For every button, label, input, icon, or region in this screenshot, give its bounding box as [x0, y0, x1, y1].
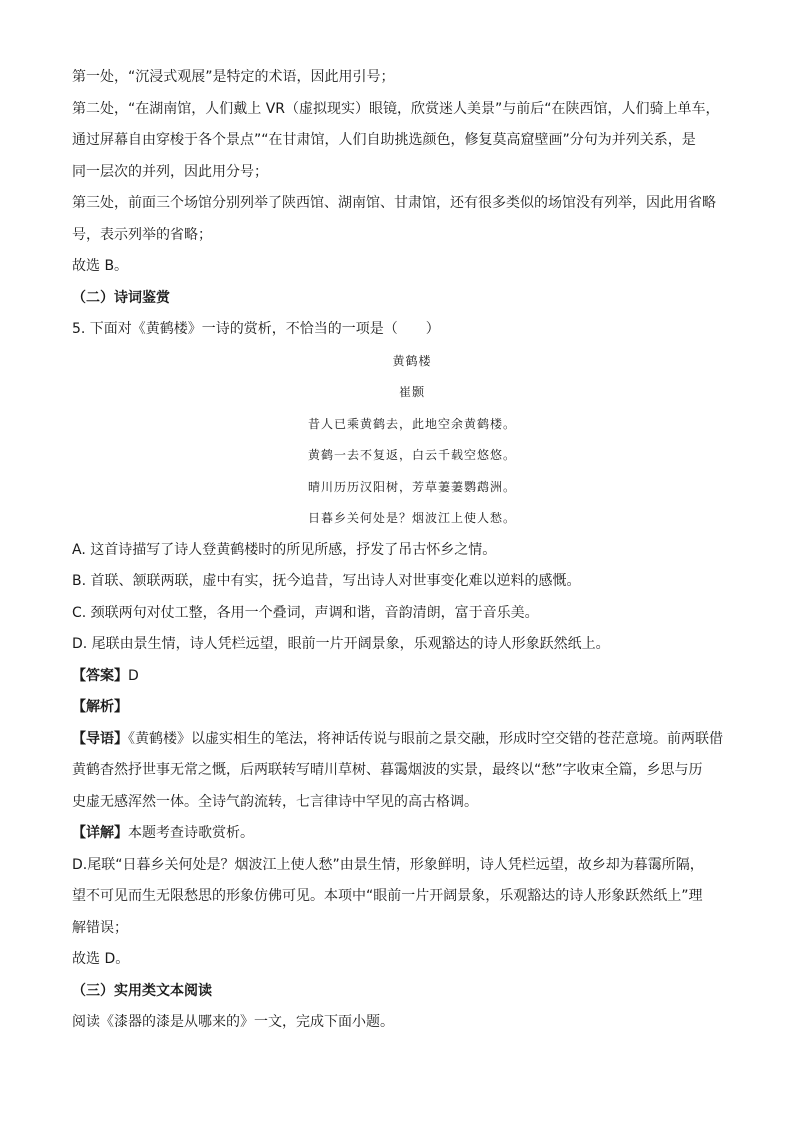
document-page	[72, 62, 724, 1039]
punctuation-point-1: 第一处，“沉浸式观展”是特定的术语，因此用引号；	[72, 69, 395, 85]
guide-line-3: 史虚无感浑然一体。全诗气韵流转，七言律诗中罕见的高古格调。	[72, 793, 478, 810]
option-c: C. 颈联两句对仗工整，各用一个叠词，声调和谐，音韵清朗，富于音乐美。	[72, 604, 539, 621]
poem-line-2: 黄鹤一去不复返，白云千载空悠悠。	[307, 448, 516, 462]
detail-line-3: 解错误；	[72, 919, 128, 936]
poem-author: 崔颢	[398, 385, 425, 399]
detail-intro: 本题考查诗歌赏析。	[128, 825, 254, 841]
poetry-conclusion: 故选 D。	[72, 951, 130, 967]
answer-label: 【答案】	[72, 667, 128, 684]
answer-line	[72, 661, 724, 693]
punctuation-point-2-line-3: 同一层次的并列，因此用分号；	[72, 163, 268, 180]
guide-line-2: 黄鹤杳然抒世事无常之慨，后两联转写晴川草树、暮霭烟波的实景，最终以“愁”字收束全篇，乡思与历	[72, 762, 703, 778]
poem-line-3: 晴川历历汉阳树，芳草萋萋鹦鹉洲。	[307, 479, 516, 494]
guide-line-1	[72, 724, 724, 756]
punctuation-point-3-line-1: 第三处，前面三个场馆分别列举了陕西馆、湖南馆、甘肃馆，还有很多类似的场馆没有列举，因此用省略	[72, 195, 716, 211]
poem-block	[72, 346, 724, 535]
detail-line	[72, 818, 724, 850]
option-b: B. 首联、颔联两联，虚中有实，抚今追昔，写出诗人对世事变化难以逆料的感慨。	[72, 573, 581, 589]
answer-value: D	[128, 667, 139, 684]
section-heading-practical: （三）实用类文本阅读	[72, 982, 212, 999]
practical-intro: 阅读《漆器的漆是从哪来的》一文，完成下面小题。	[72, 1014, 394, 1030]
question-5: 5. 下面对《黄鹤楼》一诗的赏析，不恰当的一项是（ ）	[72, 321, 440, 337]
analysis-line	[72, 692, 724, 724]
punctuation-conclusion: 故选 B。	[72, 258, 129, 274]
option-d: D. 尾联由景生情，诗人凭栏远望，眼前一片开阔景象，乐观豁达的诗人形象跃然纸上。	[72, 636, 610, 652]
guide-text-1: 《黄鹤楼》以虚实相生的笔法，将神话传说与眼前之景交融，形成时空交错的苍茫意境。前两联借	[128, 730, 723, 747]
detail-line-2: 望不可见而生无限愁思的形象仿佛可见。本项中“眼前一片开阔景象，乐观豁达的诗人形象跃然纸上”理	[72, 888, 703, 904]
section-heading-poetry: （二）诗词鉴赏	[72, 289, 170, 306]
detail-line-1: D.尾联“日暮乡关何处是？烟波江上使人愁”由景生情，形象鲜明，诗人凭栏远望，故乡却为暮霭所隔，	[72, 856, 704, 873]
punctuation-point-2-line-2: 通过屏幕自由穿梭于各个景点”“在甘肃馆，人们自助挑选颜色，修复莫高窟壁画”分句为并列关系，是	[72, 132, 696, 148]
poem-line-4: 日暮乡关何处是？烟波江上使人愁。	[307, 511, 516, 525]
guide-label: 【导语】	[72, 730, 128, 747]
analysis-label: 【解析】	[72, 699, 128, 715]
poem-title: 黄鹤楼	[392, 353, 432, 368]
punctuation-point-3-line-2: 号，表示列举的省略；	[72, 226, 212, 243]
option-a: A. 这首诗描写了诗人登黄鹤楼时的所见所感，抒发了吊古怀乡之情。	[72, 541, 497, 558]
punctuation-point-2-line-1: 第二处，“在湖南馆，人们戴上 VR（虚拟现实）眼镜，欣赏迷人美景”与前后“在陕西馆，人们骑上单车，	[72, 100, 720, 117]
poem-line-1: 昔人已乘黄鹤去，此地空余黄鹤楼。	[307, 416, 516, 431]
detail-label: 【详解】	[72, 825, 128, 841]
